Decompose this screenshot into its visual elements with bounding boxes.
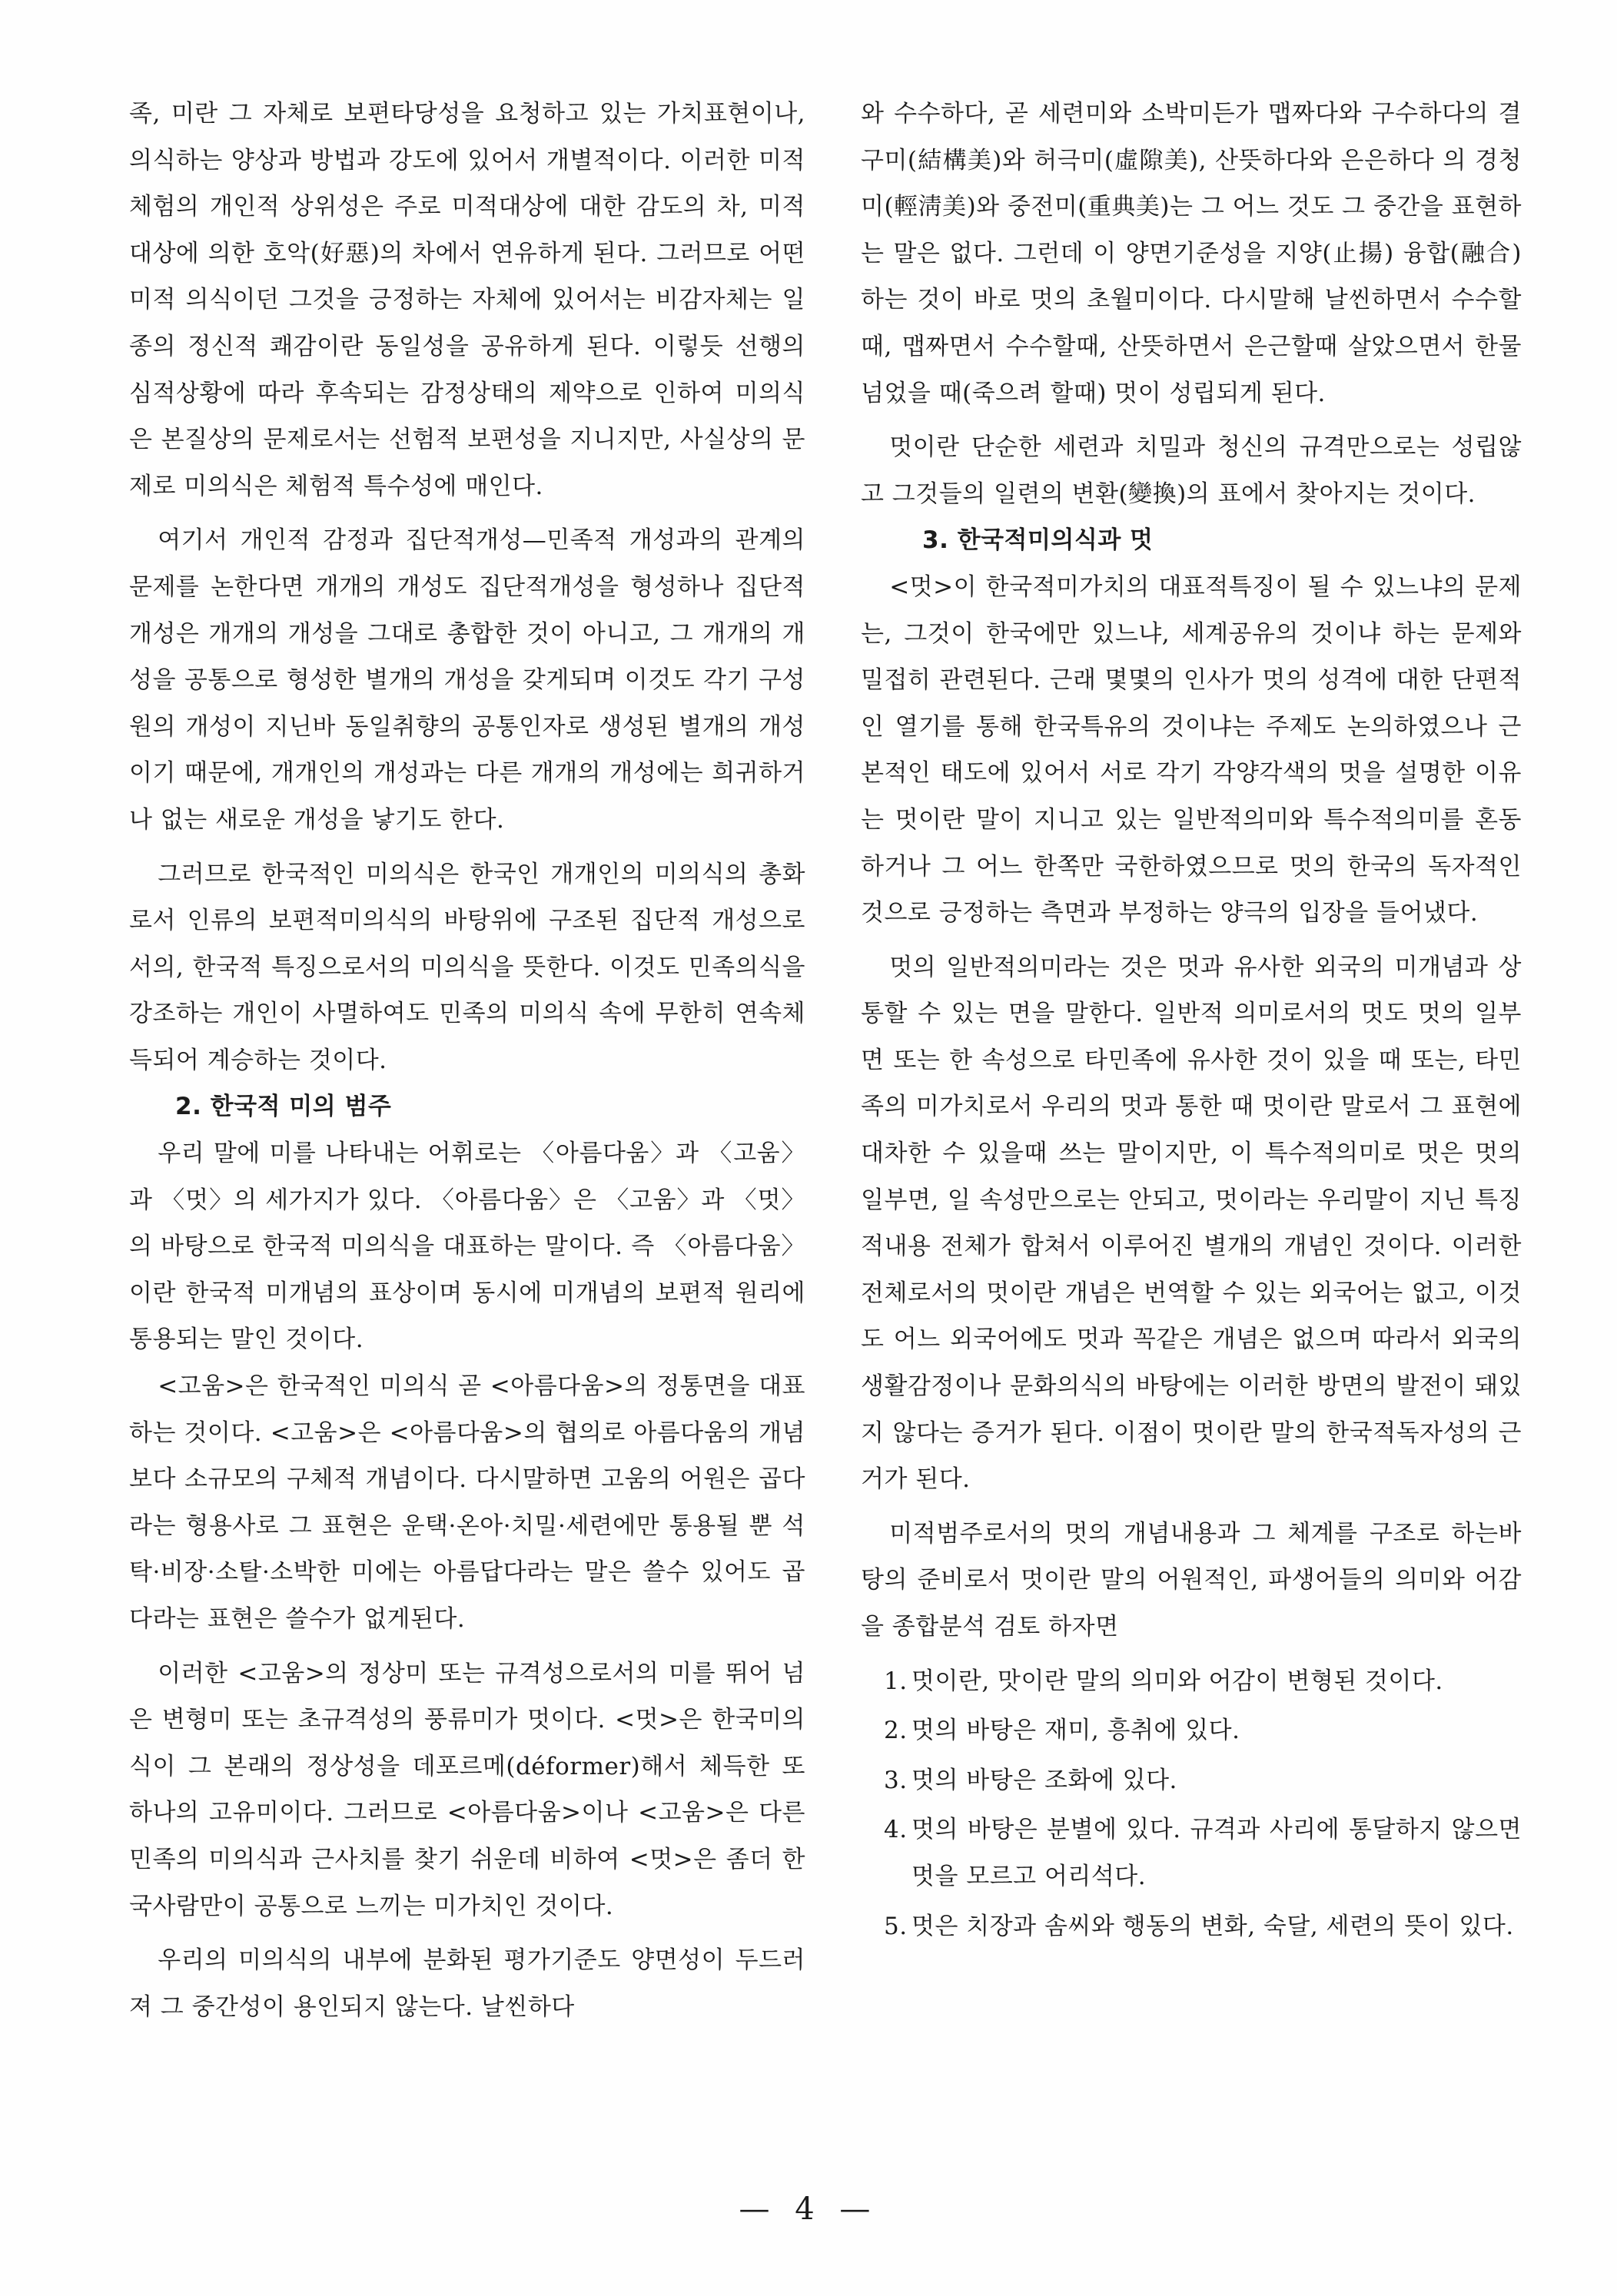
left-column (129, 91, 805, 2030)
list-number: 5. (884, 1912, 908, 1940)
paragraph: 이러한 <고움>의 정상미 또는 규격성으로서의 미를 뛰어 넘은 변형미 또는 초규격성의 풍류미가 멋이다. <멋>은 한국미의식이 그 본래의 정상성을 데포르메(déformer)해서 체득한 또 하나의 고유미이다. 그러므로 <아름다움>이나 <고움>은 다른 민족의 미의식과 근사치를 찾기 쉬운데 비하여 <멋>은 좀더 한국사람만이 공통으로 느끼는 미가치인 것이다. (129, 1659, 805, 1920)
list-item (884, 1903, 1522, 1950)
list-item (884, 1707, 1522, 1754)
list-text: 멋이란, 맛이란 말의 의미와 어감이 변형된 것이다. (911, 1667, 1443, 1695)
section-heading: 2. 한국적 미의 범주 (175, 1093, 392, 1121)
list-text: 멋의 바탕은 재미, 흥취에 있다. (911, 1717, 1240, 1745)
list-number: 4. (884, 1816, 908, 1844)
page-number: — 4 — (739, 2191, 878, 2227)
paragraph: 우리의 미의식의 내부에 분화된 평가기준도 양면성이 두드러져 그 중간성이 용인되지 않는다. 날씬하다 (129, 1946, 805, 2021)
paragraph: 족, 미란 그 자체로 보편타당성을 요청하고 있는 가치표현이나, 의식하는 양상과 방법과 강도에 있어서 개별적이다. 이러한 미적체험의 개인적 상위성은 주로 미적대상에 대한 감도의 차, 미적대상에 의한 호악(好惡)의 차에서 연유하게 된다. 그러므로 어떤 미적 의식이던 그것을 긍정하는 자체에 있어서는 비감자체는 일종의 정신적 쾌감이란 동일성을 공유하게 된다. 이렇듯 선행의 심적상황에 따라 후속되는 감정상태의 제약으로 인하여 미의식은 본질상의 문제로서는 선험적 보편성을 지니지만, 사실상의 문제로 미의식은 체험적 특수성에 매인다. (129, 100, 805, 500)
paragraph: 우리 말에 미를 나타내는 어휘로는 〈아름다움〉과 〈고움〉과 〈멋〉의 세가지가 있다. 〈아름다움〉은 〈고움〉과 〈멋〉의 바탕으로 한국적 미의식을 대표하는 말이다. 즉 〈아름다움〉이란 한국적 미개념의 표상이며 동시에 미개념의 보편적 원리에 통용되는 말인 것이다. (129, 1140, 805, 1354)
paragraph: 미적범주로서의 멋의 개념내용과 그 체계를 구조로 하는바탕의 준비로서 멋이란 말의 어원적인, 파생어들의 의미와 어감을 종합분석 검토 하자면 (861, 1519, 1522, 1641)
list-text: 멋의 바탕은 조화에 있다. (911, 1766, 1177, 1794)
section-heading: 3. 한국적미의식과 멋 (922, 526, 1154, 555)
list-number: 1. (884, 1667, 908, 1695)
paragraph: 그러므로 한국적인 미의식은 한국인 개개인의 미의식의 총화로서 인류의 보편적미의식의 바탕위에 구조된 집단적 개성으로서의, 한국적 특징으로서의 미의식을 뜻한다. 이것도 민족의식을 강조하는 개인이 사멸하여도 민족의 미의식 속에 무한히 연속체득되어 계승하는 것이다. (129, 860, 805, 1074)
list-number: 3. (884, 1766, 908, 1794)
right-column (861, 91, 1522, 1953)
paragraph: 여기서 개인적 감정과 집단적개성—민족적 개성과의 관계의 문제를 논한다면 개개의 개성도 집단적개성을 형성하나 집단적 개성은 개개의 개성을 그대로 총합한 것이 아니고, 그 개개의 개성을 공통으로 형성한 별개의 개성을 갖게되며 이것도 각기 구성원의 개성이 지닌바 동일취향의 공통인자로 생성된 별개의 개성이기 때문에, 개개인의 개성과는 다른 개개의 개성에는 희귀하거나 없는 새로운 개성을 낳기도 한다. (129, 526, 805, 834)
paragraph: 와 수수하다, 곧 세련미와 소박미든가 맵짜다와 구수하다의 결구미(結構美)와 허극미(虛隙美), 산뜻하다와 은은하다 의 경청미(輕淸美)와 중전미(重典美)는 그 어느 것도 그 중간을 표현하는 말은 없다. 그런데 이 양면기준성을 지양(止揚) 융합(融合)하는 것이 바로 멋의 초월미이다. 다시말해 날씬하면서 수수할때, 맵짜면서 수수할때, 산뜻하면서 은근할때 살았으면서 한물 넘었을 때(죽으려 할때) 멋이 성립되게 된다. (861, 100, 1522, 407)
list-number: 2. (884, 1717, 908, 1745)
list-item (884, 1807, 1522, 1900)
paragraph: 멋이란 단순한 세련과 치밀과 청신의 규격만으로는 성립않고 그것들의 일련의 변환(變換)의 표에서 찾아지는 것이다. (861, 433, 1522, 508)
paragraph: 멋의 일반적의미라는 것은 멋과 유사한 외국의 미개념과 상통할 수 있는 면을 말한다. 일반적 의미로서의 멋도 멋의 일부면 또는 한 속성으로 타민족에 유사한 것이 있을 때 또는, 타민족의 미가치로서 우리의 멋과 통한 때 멋이란 말로서 그 표현에 대차한 수 있을때 쓰는 말이지만, 이 특수적의미로 멋은 멋의 일부면, 일 속성만으로는 안되고, 멋이라는 우리말이 지닌 특징적내용 전체가 합쳐서 이루어진 별개의 개념인 것이다. 이러한 전체로서의 멋이란 개념은 번역할 수 있는 외국어는 없고, 이것도 어느 외국어에도 멋과 꼭같은 개념은 없으며 따라서 외국의 생활감정이나 문화의식의 바탕에는 이러한 방면의 발전이 돼있지 않다는 증거가 된다. 이점이 멋이란 말의 한국적독자성의 근거가 된다. (861, 953, 1522, 1494)
paragraph: <고움>은 한국적인 미의식 곧 <아름다움>의 정통면을 대표하는 것이다. <고움>은 <아름다움>의 협의로 아름다움의 개념보다 소규모의 구체적 개념이다. 다시말하면 고움의 어원은 곱다라는 형용사로 그 표현은 운택·온아·치밀·세련에만 통용될 뿐 석탁·비장·소탈·소박한 미에는 아름답다라는 말은 쓸수 있어도 곱다라는 표현은 쓸수가 없게된다. (129, 1372, 805, 1633)
list-text: 멋은 치장과 솜씨와 행동의 변화, 숙달, 세련의 뜻이 있다. (911, 1912, 1514, 1940)
list-item (884, 1757, 1522, 1804)
list-text: 멋의 바탕은 분별에 있다. 규격과 사리에 통달하지 않으면 멋을 모르고 어리석다. (911, 1816, 1522, 1890)
paragraph: <멋>이 한국적미가치의 대표적특징이 될 수 있느냐의 문제는, 그것이 한국에만 있느냐, 세계공유의 것이냐 하는 문제와 밀접히 관련된다. 근래 몇몇의 인사가 멋의 성격에 대한 단편적인 열기를 통해 한국특유의 것이냐는 주제도 논의하였으나 근본적인 태도에 있어서 서로 각기 각양각색의 멋을 설명한 이유는 멋이란 말이 지니고 있는 일반적의미와 특수적의미를 혼동하거나 그 어느 한쪽만 국한하였으므로 멋의 한국의 독자적인 것으로 긍정하는 측면과 부정하는 양극의 입장을 들어냈다. (861, 572, 1522, 927)
numbered-list (861, 1658, 1522, 1950)
list-item (884, 1658, 1522, 1705)
